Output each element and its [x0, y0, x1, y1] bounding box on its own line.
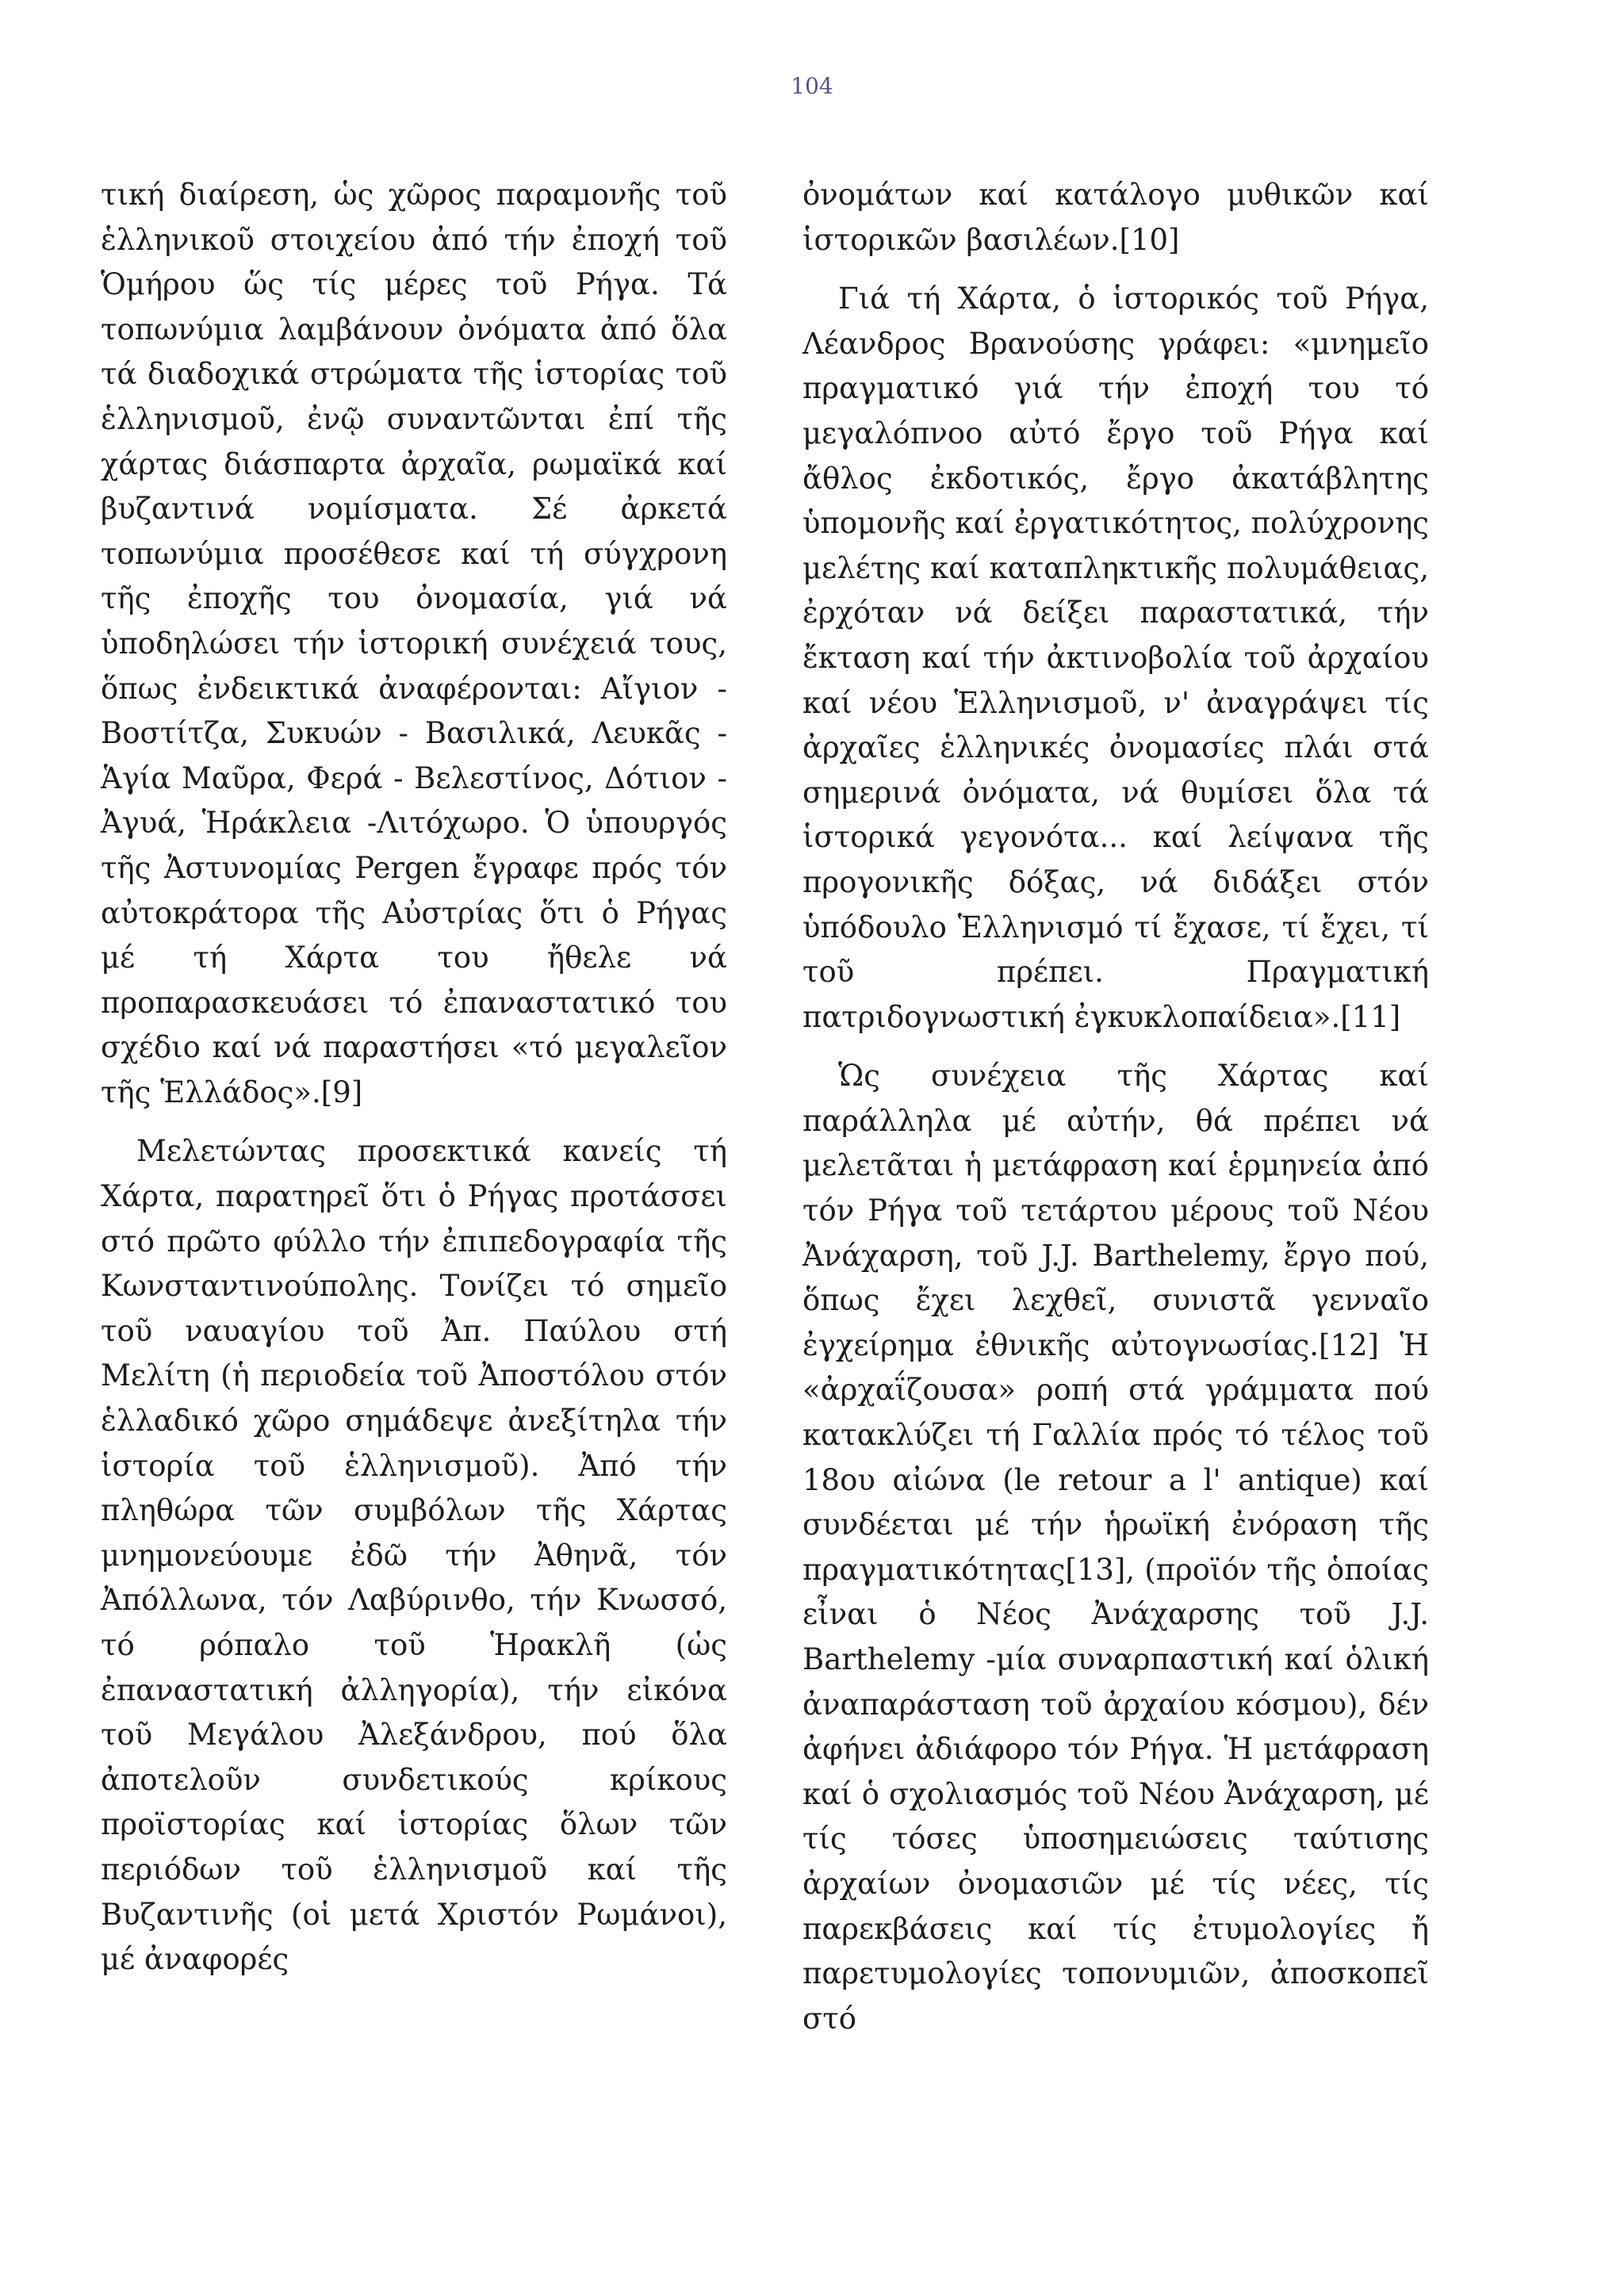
paragraph-continued: τική διαίρεση, ὡς χῶρος παραμονῆς τοῦ ἑλληνικοῦ στοιχείου ἀπό τήν ἐποχή τοῦ Ὁμήρου ὥς τίς μέρες τοῦ Ρήγα. Τά τοπωνύμια λαμβάνουν ὀνόματα ἀπό ὅλα τά διαδοχικά στρώματα τῆς ἱστορίας τοῦ ἑλληνισμοῦ, ἐνῷ συναντῶνται ἐπί τῆς χάρτας διάσπαρτα ἀρχαῖα, ρωμαϊκά καί βυζαντινά νομίσματα. Σέ ἀρκετά τοπωνύμια προσέθεσε καί τή σύγχρονη τῆς ἐποχῆς του ὀνομασία, γιά νά ὑποδηλώσει τήν ἱστορική συνέχειά τους, ὅπως ἐνδεικτικά ἀναφέρονται: Αἴγιον - Βοστίτζα, Συκυών - Βασιλικά, Λευκᾶς - Ἁγία Μαῦρα, Φερά - Βελεστίνος, Δότιον - Ἀγυά, Ἡράκλεια -Λιτόχωρο. Ὁ ὑπουργός τῆς Ἀστυνομίας Pergen ἔγραφε πρός τόν αὐτοκράτορα τῆς Αὐστρίας ὅτι ὁ Ρήγας μέ τή Χάρτα του ἤθελε νά προπαρασκευάσει τό ἐπαναστατικό του σχέδιο καί νά παραστήσει «τό μεγαλεῖον τῆς Ἑλλάδος».[9]	[101, 178, 727, 1109]
paragraph-continued: ὀνομάτων καί κατάλογο μυθικῶν καί ἱστορικῶν βασιλέων.[10]	[802, 178, 1429, 257]
left-column	[101, 173, 727, 1983]
page-number: 104	[791, 73, 833, 99]
paragraph: Γιά τή Χάρτα, ὁ ἱστορικός τοῦ Ρήγα, Λέανδρος Βρανούσης γράφει: «μνημεῖο πραγματικό γιά τήν ἐποχή του τό μεγαλόπνοο αὐτό ἔργο τοῦ Ρήγα καί ἄθλος ἐκδοτικός, ἔργο ἀκατάβλητης ὑπομονῆς καί ἐργατικότητος, πολύχρονης μελέτης καί καταπληκτικῆς πολυμάθειας, ἐρχόταν νά δείξει παραστατικά, τήν ἔκταση καί τήν ἀκτινοβολία τοῦ ἀρχαίου καί νέου Ἑλληνισμοῦ, ν' ἀναγράψει τίς ἀρχαῖες ἑλληνικές ὀνομασίες πλάι στά σημερινά ὀνόματα, νά θυμίσει ὅλα τά ἱστορικά γεγονότα... καί λείψανα τῆς προγονικῆς δόξας, νά διδάξει στόν ὑπόδουλο Ἑλληνισμό τί ἔχασε, τί ἔχει, τί τοῦ πρέπει. Πραγματική πατριδογνωστική ἐγκυκλοπαίδεια».[11]	[802, 282, 1430, 1034]
right-column	[802, 173, 1429, 2041]
paragraph: Ὡς συνέχεια τῆς Χάρτας καί παράλληλα μέ αὐτήν, θά πρέπει νά μελετᾶται ἡ μετάφραση καί ἑρμηνεία ἀπό τόν Ρήγα τοῦ τετάρτου μέρους τοῦ Νέου Ἀνάχαρση, τοῦ J.J. Barthelemy, ἔργο πού, ὅπως ἔχει λεχθεῖ, συνιστᾶ γενναῖο ἐγχείρημα ἐθνικῆς αὐτογνωσίας.[12] Ἡ «ἀρχαΐζουσα» ροπή στά γράμματα πού κατακλύζει τή Γαλλία πρός τό τέλος τοῦ 18ου αἰώνα (le retour a l' antique) καί συνδέεται μέ τήν ἡρωϊκή ἐνόραση τῆς πραγματικότητας[13], (προϊόν τῆς ὁποίας εἶναι ὁ Νέος Ἀνάχαρσης τοῦ J.J. Barthelemy -μία συναρπαστική καί ὁλική ἀναπαράσταση τοῦ ἀρχαίου κόσμου), δέν ἀφήνει ἀδιάφορο τόν Ρήγα. Ἡ μετάφραση καί ὁ σχολιασμός τοῦ Νέου Ἀνάχαρση, μέ τίς τόσες ὑποσημειώσεις ταύτισης ἀρχαίων ὀνομασιῶν μέ τίς νέες, τίς παρεκβάσεις καί τίς ἐτυμολογίες ἤ παρετυμολογίες τοπονυμιῶν, ἀποσκοπεῖ στό	[802, 1059, 1429, 2036]
paragraph: Μελετώντας προσεκτικά κανείς τή Χάρτα, παρατηρεῖ ὅτι ὁ Ρήγας προτάσσει στό πρῶτο φύλλο τήν ἐπιπεδογραφία τῆς Κωνσταντινούπολης. Τονίζει τό σημεῖο τοῦ ναυαγίου τοῦ Ἀπ. Παύλου στή Μελίτη (ἡ περιοδεία τοῦ Ἀποστόλου στόν ἑλλαδικό χῶρο σημάδεψε ἀνεξίτηλα τήν ἱστορία τοῦ ἑλληνισμοῦ). Ἀπό τήν πληθώρα τῶν συμβόλων τῆς Χάρτας μνημονεύουμε ἐδῶ τήν Ἀθηνᾶ, τόν Ἀπόλλωνα, τόν Λαβύρινθο, τήν Κνωσσό, τό ρόπαλο τοῦ Ἡρακλῆ (ὡς ἐπαναστατική ἀλληγορία), τήν εἰκόνα τοῦ Μεγάλου Ἀλεξάνδρου, πού ὅλα ἀποτελοῦν συνδετικούς κρίκους προϊστορίας καί ἱστορίας ὅλων τῶν περιόδων τοῦ ἑλληνισμοῦ καί τῆς Βυζαντινῆς (οἱ μετά Χριστόν Ρωμάνοι), μέ ἀναφορές	[101, 1134, 727, 1977]
